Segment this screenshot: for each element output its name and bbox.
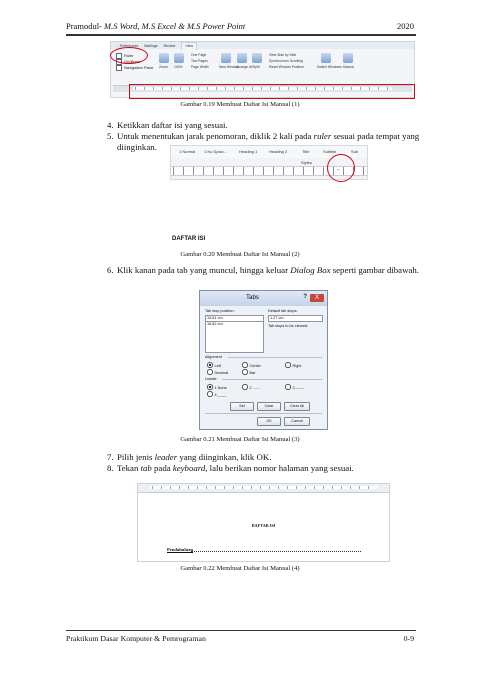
style-heading-1: Heading 1 — [239, 149, 258, 154]
one-page-label: One Page — [191, 53, 207, 57]
page-width-label: Page Width — [191, 65, 209, 69]
toc-entry: Pendahuluan — [167, 547, 194, 552]
step-number-6: 6. — [107, 265, 114, 275]
two-pages-label: Two Pages — [191, 59, 208, 63]
ok-button[interactable]: OK — [257, 417, 281, 426]
style-subtitle: Subtitle — [323, 149, 337, 154]
checkbox-gridlines: Gridlines — [116, 59, 140, 65]
tab-stop-position-label: Tab stop position: — [205, 309, 235, 313]
page-header-year: 2020 — [397, 21, 414, 31]
figure-caption-1: Gambar 0.19 Membuat Daftar Isi Manual (1) — [180, 101, 300, 108]
step-text-4: Ketikkan daftar isi yang sesuai. — [117, 120, 228, 130]
help-icon[interactable]: ? — [303, 294, 307, 300]
zoom-icon — [159, 53, 169, 63]
page-number: 0-9 — [403, 634, 414, 643]
tab-stops-cleared-label: Tab stops to be cleared: — [268, 324, 309, 328]
step-number-4: 4. — [107, 120, 114, 130]
horizontal-ruler — [138, 484, 389, 493]
styles-group-label: Styles — [301, 160, 312, 165]
tab-stop-position-input[interactable]: 15.61 cm — [205, 315, 264, 322]
leader-label: Leader — [205, 377, 217, 381]
dialog-footer-divider — [205, 413, 322, 414]
switch-windows-icon — [321, 53, 331, 63]
tab-stop-highlight — [327, 154, 355, 182]
zoom-100-icon — [174, 53, 184, 63]
step-text-7: Pilih jenis leader yang diinginkan, klik OK. — [117, 452, 272, 462]
tab-view: View — [181, 42, 197, 50]
style-sub: Sub — [351, 149, 359, 154]
ribbon-tabs — [111, 42, 414, 49]
style-title: Title — [302, 149, 310, 154]
checkbox-ruler: Ruler — [116, 53, 134, 59]
cancel-button[interactable]: Cancel — [284, 417, 310, 426]
leader-divider — [222, 379, 322, 380]
new-window-icon — [221, 53, 231, 63]
clear-button[interactable]: Clear — [257, 402, 281, 411]
figure-caption-2: Gambar 0.20 Membuat Daftar Isi Manual (2) — [180, 251, 300, 258]
alignment-bar-radio[interactable]: Bar — [242, 369, 255, 375]
alignment-label: Alignment — [205, 355, 222, 359]
ruler-checkbox-highlight — [110, 47, 148, 64]
step-text-6: Klik kanan pada tab yang muncul, hingga keluar Dialog Box seperti gambar dibawah. — [117, 265, 419, 275]
switch-windows-label: Switch Windows — [317, 65, 342, 69]
daftar-isi-heading: DAFTAR ISI — [172, 236, 206, 242]
new-window-label: New Window — [219, 65, 239, 69]
macros-icon — [343, 53, 353, 63]
figure-caption-4: Gambar 0.22 Membuat Daftar Isi Manual (4) — [180, 565, 300, 572]
alignment-divider — [228, 357, 322, 358]
tab-references: ...References — [117, 44, 139, 48]
tab-mailings: Mailings — [144, 44, 158, 48]
reset-window-position-label: Reset Window Position — [269, 65, 304, 69]
synchronous-scrolling-label: Synchronous Scrolling — [269, 59, 303, 63]
step-text-8: Tekan tab pada keyboard, lalu berikan nomor halaman yang sesuai. — [117, 463, 354, 473]
default-tab-stops-input[interactable]: 1.27 cm — [268, 315, 323, 322]
split-icon — [252, 53, 262, 63]
close-icon[interactable]: X — [310, 294, 324, 302]
leader-underline-radio[interactable]: 4 ____ — [207, 391, 226, 397]
dot-leader — [191, 551, 361, 552]
dialog-title: Tabs — [246, 295, 259, 301]
tab-stop-marker-icon: ⌐ — [337, 167, 341, 173]
alignment-right-radio[interactable]: Right — [285, 362, 301, 368]
default-tab-stops-label: Default tab stops: — [268, 309, 298, 313]
step-number-5: 5. — [107, 131, 114, 141]
footer-rule — [66, 630, 416, 631]
style-heading-2: Heading 2 — [269, 149, 288, 154]
header-rule — [66, 34, 416, 36]
style-normal: 1 Normal — [179, 149, 196, 154]
leader-none-radio[interactable]: 1 None — [207, 384, 227, 390]
tab-stop-list[interactable]: 16.62 cm — [205, 321, 264, 353]
step-number-8: 8. — [107, 463, 114, 473]
zoom-100-label: 100% — [174, 65, 183, 69]
leader-dots-radio[interactable]: 2 ....... — [242, 384, 260, 390]
set-button[interactable]: Set — [230, 402, 254, 411]
alignment-left-radio[interactable]: Left — [207, 362, 221, 368]
split-label: Split — [253, 65, 260, 69]
clear-all-button[interactable]: Clear All — [284, 402, 310, 411]
checkbox-navigation-pane: Navigation Pane — [116, 65, 153, 71]
zoom-label: Zoom — [159, 65, 168, 69]
ruler-highlight — [129, 84, 415, 99]
view-side-by-side-label: View Side by Side — [269, 53, 297, 57]
alignment-decimal-radio[interactable]: Decimal — [207, 369, 228, 375]
arrange-all-icon — [237, 53, 247, 63]
macros-label: Macros — [343, 65, 355, 69]
footer-title: Praktikum Dasar Komputer & Pemrograman — [66, 634, 206, 643]
tab-review: Review — [163, 44, 176, 48]
tabs-dialog — [199, 290, 328, 430]
step-text-5-line2: diinginkan. — [117, 142, 157, 152]
alignment-center-radio[interactable]: Center — [242, 362, 261, 368]
dialog-title-bar — [200, 291, 327, 306]
step-text-5: Untuk menentukan jarak penomoran, diklik 2 kali pada ruler sesuai pada tempat yang — [117, 131, 420, 141]
step-number-7: 7. — [107, 452, 114, 462]
toc-heading: DAFTAR ISI — [251, 523, 276, 528]
page-header-title: Pramodul- M.S Word, M.S Excel & M.S Power Point — [66, 21, 246, 31]
arrange-all-label: Arrange All — [236, 65, 253, 69]
table-of-contents-screenshot — [137, 483, 390, 562]
style-no-spacing: 1 No Spaci... — [204, 149, 227, 154]
figure-caption-3: Gambar 0.21 Membuat Daftar Isi Manual (3) — [180, 436, 300, 443]
leader-dashes-radio[interactable]: 3 ------- — [285, 384, 305, 390]
